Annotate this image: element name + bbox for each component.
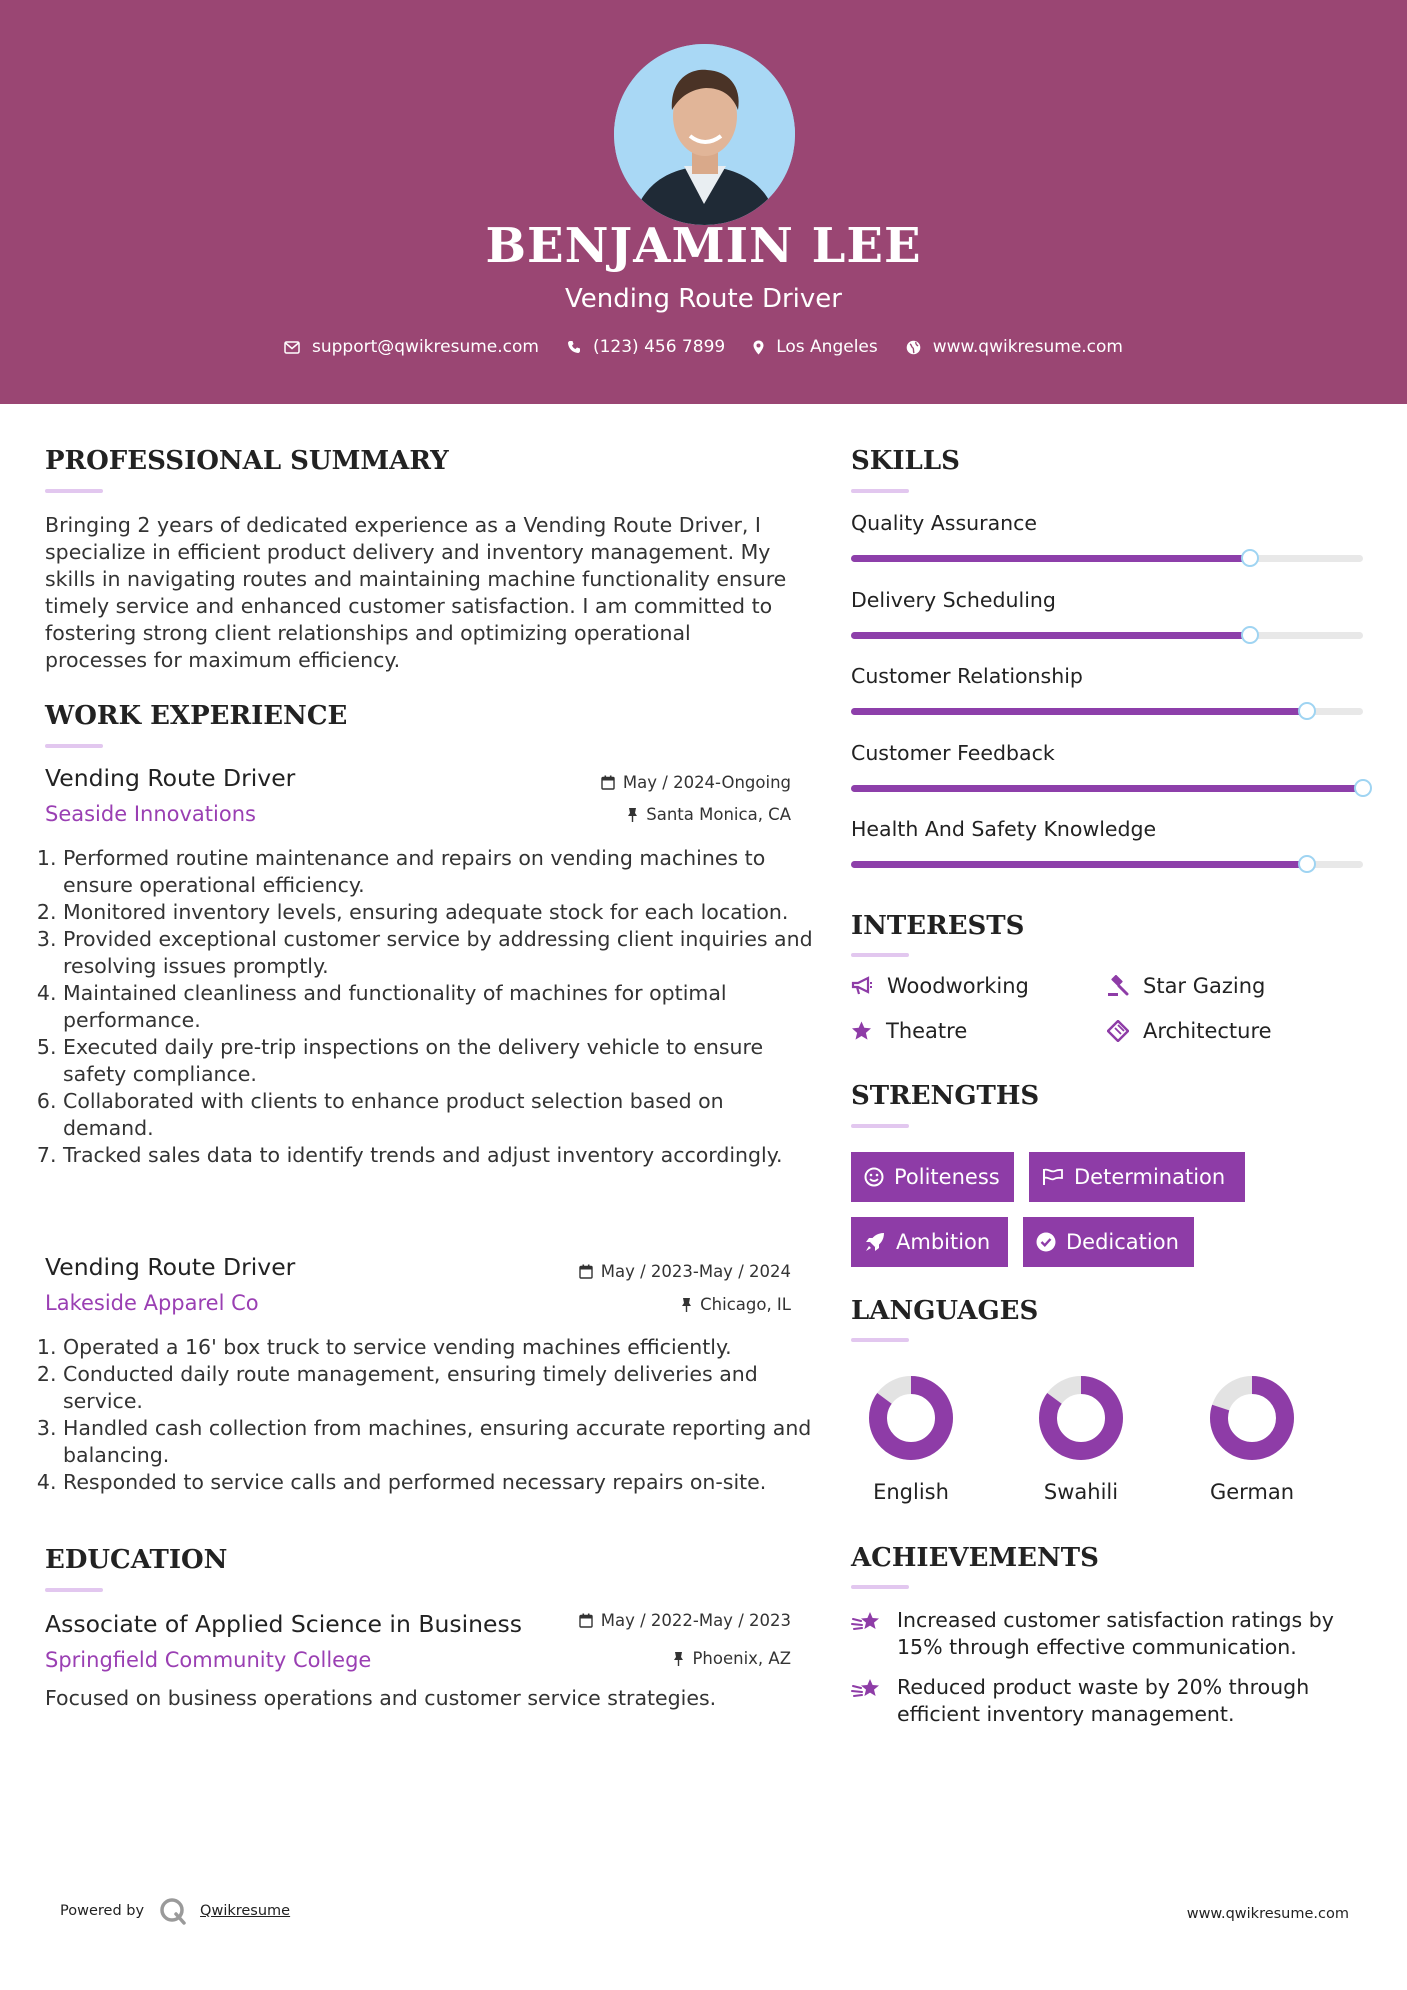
- experience-title: WORK EXPERIENCE: [45, 701, 348, 731]
- skill-label: Customer Relationship: [851, 664, 1083, 688]
- language-label: Swahili: [1043, 1480, 1119, 1504]
- strength-determination: Determination: [1029, 1152, 1245, 1202]
- education-title: EDUCATION: [45, 1545, 228, 1575]
- interest-architecture: Architecture: [1107, 1019, 1272, 1043]
- skill-bar-fill: [851, 555, 1250, 562]
- header: [0, 0, 1407, 404]
- calendar-icon: [601, 775, 615, 790]
- education-location: Phoenix, AZ: [673, 1649, 791, 1668]
- strength-politeness: Politeness: [851, 1152, 1014, 1202]
- list-item: 7. Tracked sales data to identify trends and adjust inventory accordingly.: [63, 1142, 813, 1169]
- summary-title: PROFESSIONAL SUMMARY: [45, 446, 449, 476]
- calendar-icon: [579, 1264, 593, 1279]
- location-text: Los Angeles: [776, 337, 878, 357]
- check-circle-icon: [1036, 1232, 1056, 1252]
- achievement-item-1: Increased customer satisfaction ratings by 15% through effective communication.: [851, 1607, 1351, 1661]
- experience-underline: [45, 744, 103, 748]
- skill-bar-fill: [851, 632, 1250, 639]
- skill-label: Health And Safety Knowledge: [851, 817, 1157, 841]
- education-school: Springfield Community College: [45, 1648, 372, 1672]
- skill-bar: [851, 708, 1363, 715]
- job-1-title: Vending Route Driver: [45, 764, 296, 792]
- interest-woodworking: Woodworking: [851, 974, 1029, 998]
- strengths-title: STRENGTHS: [851, 1081, 1040, 1111]
- qwikresume-logo-icon: [158, 1896, 188, 1926]
- education-degree: Associate of Applied Science in Business: [45, 1610, 522, 1638]
- job-2-bullets: [45, 1334, 813, 1496]
- skill-bar-fill: [851, 861, 1307, 868]
- achievements-title: ACHIEVEMENTS: [851, 1543, 1099, 1573]
- website-text: www.qwikresume.com: [932, 337, 1123, 357]
- skill-bar: [851, 861, 1363, 868]
- gavel-icon: [1107, 975, 1129, 997]
- language-label: German: [1209, 1480, 1295, 1504]
- footer-website[interactable]: www.qwikresume.com: [1186, 1906, 1349, 1922]
- list-item: 3. Provided exceptional customer service by addressing client inquiries and resolving issues promptly.: [63, 926, 813, 980]
- skill-label: Customer Feedback: [851, 740, 1055, 765]
- interests-underline: [851, 953, 909, 957]
- list-item: 4. Maintained cleanliness and functionality of machines for optimal performance.: [63, 980, 813, 1034]
- languages-title: LANGUAGES: [851, 1296, 1039, 1326]
- job-1-bullets: [45, 845, 813, 1169]
- education-underline: [45, 1588, 103, 1592]
- skill-bar-fill: [851, 785, 1363, 792]
- list-item: 3. Handled cash collection from machines, ensuring accurate reporting and balancing.: [63, 1415, 813, 1469]
- contact-phone[interactable]: [567, 337, 725, 357]
- skill-bar: [851, 632, 1363, 639]
- pushpin-icon: [627, 807, 638, 822]
- shooting-star-icon: [851, 1676, 883, 1702]
- contact-email[interactable]: [284, 337, 539, 357]
- summary-underline: [45, 489, 103, 493]
- achievement-item-2: Reduced product waste by 20% through efficient inventory management.: [851, 1674, 1351, 1728]
- phone-icon: [567, 340, 581, 354]
- candidate-role: Vending Route Driver: [565, 284, 842, 314]
- shooting-star-icon: [851, 1609, 883, 1635]
- job-2-location: Chicago, IL: [681, 1295, 791, 1314]
- pushpin-icon: [673, 1651, 684, 1666]
- language-donut: [1201, 1367, 1303, 1469]
- list-item: 2. Conducted daily route management, ensuring timely deliveries and service.: [63, 1361, 813, 1415]
- map-pin-icon: [753, 340, 764, 355]
- email-text: support@qwikresume.com: [312, 337, 539, 357]
- envelope-icon: [284, 341, 300, 354]
- contact-bar: [0, 337, 1407, 357]
- star-icon: [851, 1021, 872, 1041]
- skill-bar-knob: [1298, 702, 1316, 720]
- phone-text: (123) 456 7899: [592, 337, 726, 357]
- language-label: English: [873, 1480, 949, 1504]
- summary-text: Bringing 2 years of dedicated experience as a Vending Route Driver, I specialize in efficient product delivery and inventory management. My skills in navigating routes and maintaining machine functionality ensure timely service and enhanced customer satisfaction. I am committed to fostering strong client relationships and optimizing operational processes for maximum efficiency.: [45, 513, 787, 672]
- language-donut: [860, 1367, 962, 1469]
- candidate-name: BENJAMIN LEE: [485, 218, 922, 274]
- interest-theatre: Theatre: [851, 1019, 967, 1043]
- flag-icon: [1042, 1168, 1064, 1186]
- list-item: 1. Performed routine maintenance and repairs on vending machines to ensure operational efficiency.: [63, 845, 813, 899]
- skill-label: Delivery Scheduling: [851, 587, 1056, 612]
- skill-bar-knob: [1298, 855, 1316, 873]
- education-dates: May / 2022-May / 2023: [579, 1611, 791, 1630]
- job-2-company: Lakeside Apparel Co: [45, 1291, 259, 1315]
- skill-bar: [851, 555, 1363, 562]
- calendar-icon: [579, 1613, 593, 1628]
- rocket-icon: [864, 1231, 886, 1253]
- interests-title: INTERESTS: [851, 911, 1025, 941]
- list-item: 5. Executed daily pre-trip inspections on the delivery vehicle to ensure safety compliance.: [63, 1034, 813, 1088]
- interest-star-gazing: Star Gazing: [1107, 974, 1265, 998]
- pushpin-icon: [681, 1297, 692, 1312]
- contact-website[interactable]: [906, 337, 1123, 357]
- job-2-title: Vending Route Driver: [45, 1253, 296, 1281]
- strength-ambition: Ambition: [851, 1217, 1008, 1267]
- job-2-dates: May / 2023-May / 2024: [579, 1262, 791, 1281]
- ticket-icon: [1107, 1020, 1129, 1042]
- skill-bar-knob: [1241, 549, 1259, 567]
- skills-title: SKILLS: [851, 446, 960, 476]
- languages-underline: [851, 1338, 909, 1342]
- list-item: 4. Responded to service calls and performed necessary repairs on-site.: [63, 1469, 813, 1496]
- footer-powered-by: Powered by Qwikresume: [60, 1896, 290, 1926]
- skill-bar-knob: [1241, 626, 1259, 644]
- job-1-dates: May / 2024-Ongoing: [601, 773, 791, 792]
- job-1-company: Seaside Innovations: [45, 802, 256, 826]
- list-item: 1. Operated a 16' box truck to service vending machines efficiently.: [63, 1334, 813, 1361]
- achievements-underline: [851, 1585, 909, 1589]
- language-donut: [1030, 1367, 1132, 1469]
- list-item: 2. Monitored inventory levels, ensuring adequate stock for each location.: [63, 899, 813, 926]
- smile-icon: [864, 1167, 884, 1187]
- skill-bar-fill: [851, 708, 1307, 715]
- contact-location: [753, 337, 878, 357]
- skill-bar: [851, 785, 1363, 792]
- list-item: 6. Collaborated with clients to enhance product selection based on demand.: [63, 1088, 813, 1142]
- avatar: [614, 44, 795, 225]
- skill-label: Quality Assurance: [851, 511, 1038, 535]
- strength-dedication: Dedication: [1023, 1217, 1194, 1267]
- education-description: Focused on business operations and customer service strategies.: [45, 1686, 717, 1710]
- qwikresume-link[interactable]: Qwikresume: [200, 1903, 291, 1919]
- skill-bar-knob: [1354, 779, 1372, 797]
- strengths-underline: [851, 1124, 909, 1128]
- skills-underline: [851, 489, 909, 493]
- job-1-location: Santa Monica, CA: [627, 805, 791, 824]
- megaphone-icon: [851, 976, 873, 996]
- globe-icon: [906, 340, 921, 355]
